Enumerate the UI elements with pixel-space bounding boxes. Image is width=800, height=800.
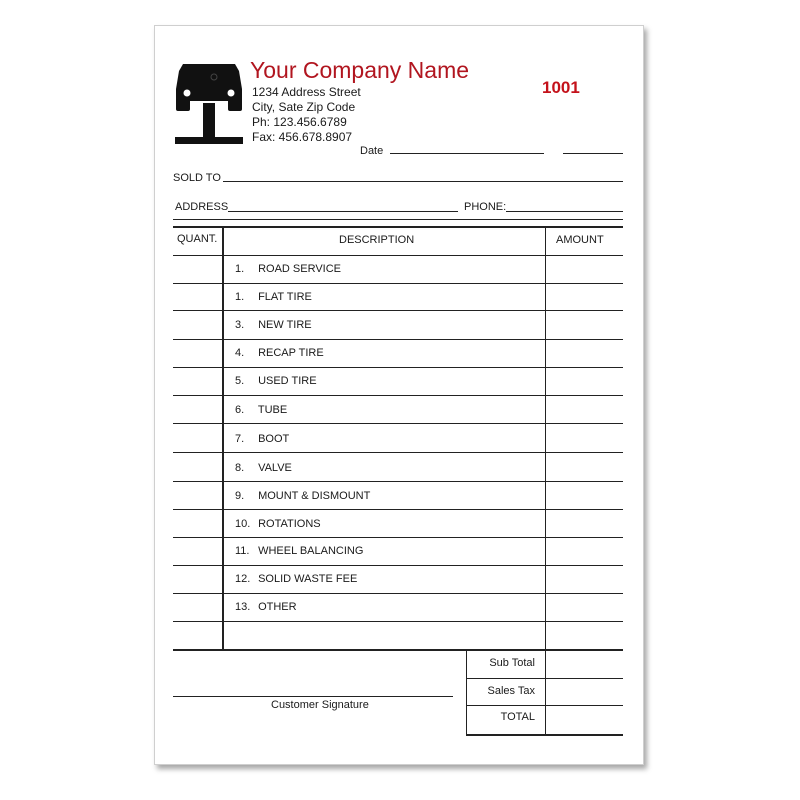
list-item: 8. VALVE (235, 462, 292, 474)
car-lift-icon (173, 61, 245, 145)
company-city: City, Sate Zip Code (252, 100, 356, 114)
row-line (173, 310, 623, 311)
date-extra-field[interactable] (563, 153, 623, 154)
row-line (173, 537, 623, 538)
date-field[interactable] (390, 153, 544, 154)
signature-line[interactable] (173, 696, 453, 697)
company-fax: Fax: 456.678.8907 (252, 130, 353, 144)
phone-field[interactable] (506, 211, 623, 212)
row-line (173, 423, 623, 424)
subtotal-label: Sub Total (489, 657, 535, 669)
table-top-rule (173, 219, 623, 220)
sold-to-field[interactable] (223, 181, 623, 182)
list-item: 7. BOOT (235, 433, 290, 445)
list-item: 11. WHEEL BALANCING (235, 545, 364, 557)
company-address: 1234 Address Street (252, 85, 361, 99)
quantity-header: QUANT. (177, 233, 218, 245)
list-item: 12. SOLID WASTE FEE (235, 573, 358, 585)
sales-tax-label: Sales Tax (487, 685, 535, 697)
list-item: 4. RECAP TIRE (235, 347, 324, 359)
row-line (173, 395, 623, 396)
table-header-rule (173, 226, 623, 228)
subtotal-rule (466, 678, 623, 679)
total-rule (466, 734, 623, 736)
quantity-column-divider (222, 226, 224, 649)
row-line (173, 339, 623, 340)
invoice-sheet (154, 25, 644, 765)
list-item: 6. TUBE (235, 404, 288, 416)
row-line (173, 509, 623, 510)
address-label: ADDRESS (175, 201, 229, 213)
company-name: Your Company Name (250, 57, 470, 83)
amount-header: AMOUNT (556, 234, 604, 246)
total-label: TOTAL (500, 711, 535, 723)
row-line (173, 367, 623, 368)
totals-label-divider (466, 650, 467, 736)
row-line (173, 565, 623, 566)
row-line (173, 283, 623, 284)
list-item: 10. ROTATIONS (235, 518, 321, 530)
table-bottom-rule (173, 649, 623, 651)
list-item: 5. USED TIRE (235, 375, 317, 387)
row-line (173, 452, 623, 453)
phone-label: PHONE: (464, 201, 507, 213)
date-label: Date (360, 145, 384, 157)
row-line (173, 255, 623, 256)
sales-tax-rule (466, 705, 623, 706)
address-field[interactable] (228, 211, 458, 212)
invoice-number: 1001 (542, 78, 580, 97)
row-line (173, 593, 623, 594)
sold-to-label: SOLD TO (173, 172, 221, 184)
row-line (173, 481, 623, 482)
list-item: 3. NEW TIRE (235, 319, 312, 331)
company-phone: Ph: 123.456.6789 (252, 115, 347, 129)
signature-label: Customer Signature (271, 699, 369, 711)
list-item: 1. FLAT TIRE (235, 291, 312, 303)
list-item: 9. MOUNT & DISMOUNT (235, 490, 371, 502)
list-item: 1. ROAD SERVICE (235, 263, 341, 275)
list-item: 13. OTHER (235, 601, 297, 613)
row-line (173, 621, 623, 622)
description-header: DESCRIPTION (339, 234, 415, 246)
